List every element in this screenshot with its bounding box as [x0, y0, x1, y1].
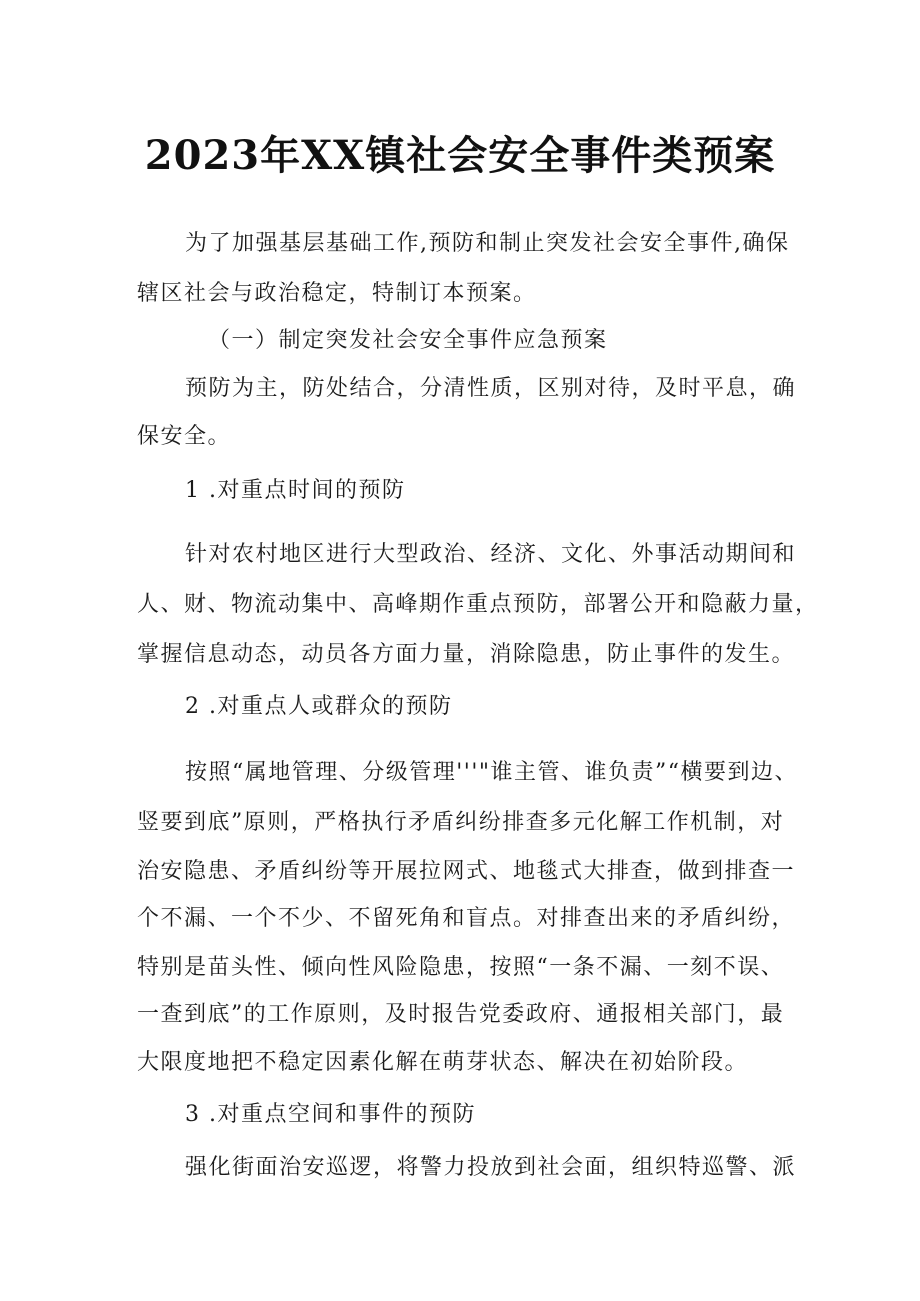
item3-paragraph-line-1: 强化街面治安巡逻，将警力投放到社会面，组织特巡警、派	[185, 1155, 797, 1180]
item2-paragraph-line-6: 一查到底”的工作原则，及时报告党委政府、通报相关部门，最	[137, 1002, 785, 1027]
document-title: 2023年XX镇社会安全事件类预案	[144, 132, 776, 179]
intro-paragraph-line-2: 辖区社会与政治稳定，特制订本预案。	[137, 281, 537, 306]
section-heading-1: （一）制定突发社会安全事件应急预案	[208, 328, 608, 353]
intro-paragraph-line-1: 为了加强基层基础工作,预防和制止突发社会安全事件,确保	[185, 231, 790, 256]
item-heading-2: 2 .对重点人或群众的预防	[185, 694, 453, 719]
item-heading-3: 3 .对重点空间和事件的预防	[185, 1102, 476, 1127]
item2-paragraph-line-4: 个不漏、一个不少、不留死角和盲点。对排查出来的矛盾纠纷，	[137, 906, 796, 931]
item-heading-1: 1 .对重点时间的预防	[185, 478, 406, 503]
principle-line-2: 保安全。	[137, 424, 232, 449]
item2-paragraph-line-5: 特别是苗头性、倾向性风险隐患，按照“一条不漏、一刻不误、	[137, 955, 785, 980]
item1-paragraph-line-1: 针对农村地区进行大型政治、经济、文化、外事活动期间和	[185, 542, 797, 567]
item1-paragraph-line-2: 人、财、物流动集中、高峰期作重点预防，部署公开和隐蔽力量，	[137, 592, 819, 617]
principle-line-1: 预防为主，防处结合，分清性质，区别对待，及时平息，确	[185, 376, 797, 401]
item2-paragraph-line-2: 竖要到底”原则，严格执行矛盾纠纷排查多元化解工作机制，对	[137, 810, 785, 835]
item2-paragraph-line-1: 按照“属地管理、分级管理'''"谁主管、谁负责”“横要到边、	[185, 760, 799, 785]
item2-paragraph-line-3: 治安隐患、矛盾纠纷等开展拉网式、地毯式大排查，做到排查一	[137, 859, 796, 884]
item1-paragraph-line-3: 掌握信息动态，动员各方面力量，消除隐患，防止事件的发生。	[137, 642, 796, 667]
item2-paragraph-line-7: 大限度地把不稳定因素化解在萌芽状态、解决在初始阶段。	[137, 1050, 749, 1075]
